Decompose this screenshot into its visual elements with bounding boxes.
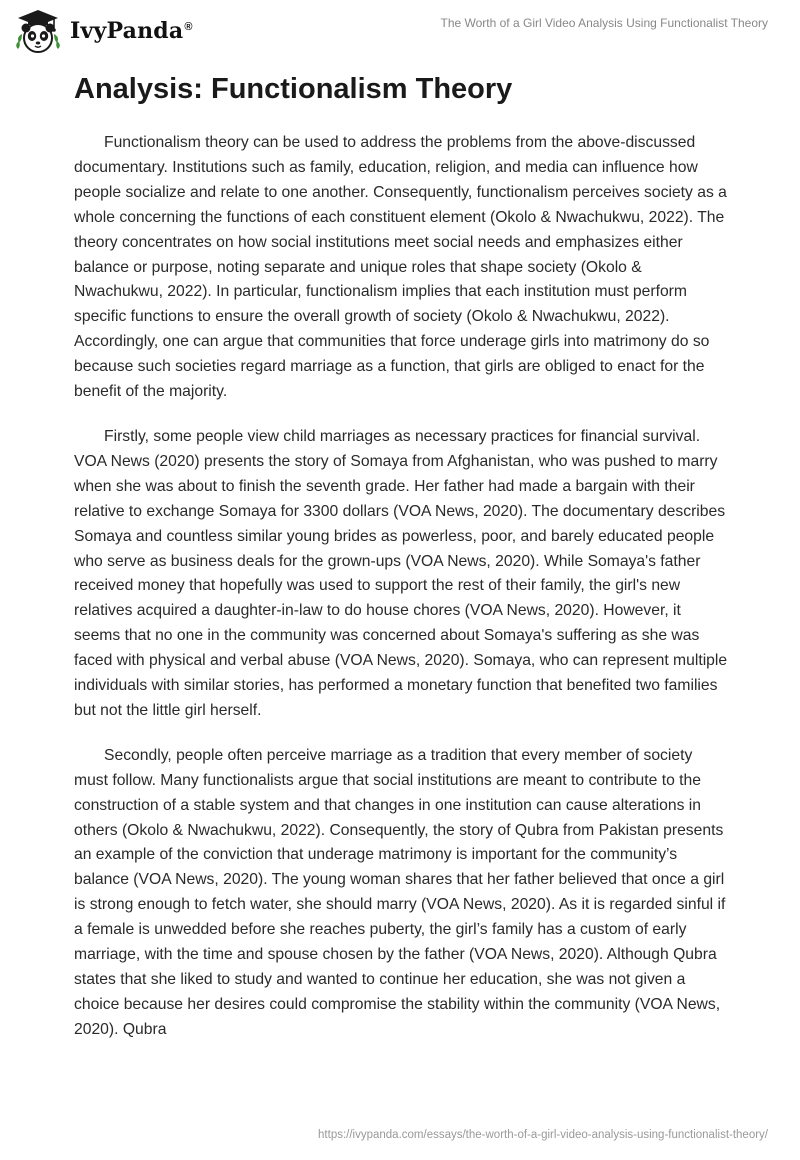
brand-logo[interactable] bbox=[14, 6, 193, 56]
footer-url[interactable]: https://ivypanda.com/essays/the-worth-of-a-girl-video-analysis-using-functionalist-theory/ bbox=[318, 1129, 768, 1141]
page-header bbox=[0, 0, 800, 62]
essay-body bbox=[74, 131, 730, 1063]
brand-registered-mark: ® bbox=[184, 20, 193, 33]
page-title: Analysis: Functionalism Theory bbox=[74, 73, 513, 105]
panda-graduate-icon bbox=[14, 7, 62, 55]
document-title: The Worth of a Girl Video Analysis Using Functionalist Theory bbox=[440, 16, 768, 30]
paragraph-3: Secondly, people often perceive marriage as a tradition that every member of society must follow. Many functionalists argue that social institutions are meant to contribute to the construction of a stable system and that changes in one institution can cause alterations in others (Okolo & Nwachukwu, 2022). Consequently, the story of Qubra from Pakistan presents an example of the conviction that underage matrimony is important for the community’s balance (VOA News, 2020). The young woman shares that her father believed that once a girl is strong enough to fetch water, she should marry (VOA News, 2020). As it is regarded sinful if a female is unwedded before she reaches puberty, the girl’s family has a custom of early marriage, with the time and spouse chosen by the father (VOA News, 2020). Although Qubra states that she liked to study and wanted to continue her education, she was not given a choice because her desires could compromise the stability within the community (VOA News, 2020). Qubra bbox=[74, 746, 726, 1038]
paragraph-2: Firstly, some people view child marriages as necessary practices for financial survival. VOA News (2020) presents the story of Somaya from Afghanistan, who was pushed to marry when she was about to finish the seventh grade. Her father had made a bargain with their relative to exchange Somaya for 3300 dollars (VOA News, 2020). The documentary describes Somaya and countless similar young brides as powerless, poor, and barely educated people who serve as business deals for the grown-ups (VOA News, 2020). While Somaya's father received money that hopefully was used to support the rest of their family, the girl's new relatives acquired a daughter-in-law to do house chores (VOA News, 2020). However, it seems that no one in the community was concerned about Somaya's suffering as she was faced with physical and verbal abuse (VOA News, 2020). Somaya, who can represent multiple individuals with similar stories, has performed a monetary function that benefited two families but not the little girl herself. bbox=[74, 427, 728, 719]
paragraph-1: Functionalism theory can be used to address the problems from the above-discussed documentary. Institutions such as family, education, religion, and media can influence how people socialize and relate to one another. Consequently, functionalism perceives society as a whole concerning the functions of each constituent element (Okolo & Nwachukwu, 2022). The theory concentrates on how social institutions meet social needs and emphasizes either balance or purpose, noting separate and unique roles that shape society (Okolo & Nwachukwu, 2022). In particular, functionalism implies that each institution must perform specific functions to ensure the overall growth of society (Okolo & Nwachukwu, 2022). Accordingly, one can argue that communities that force underage girls into matrimony do so because such societies regard marriage as a function, that girls are obliged to enact for the benefit of the majority. bbox=[74, 134, 727, 401]
brand-name: IvyPanda® bbox=[70, 18, 193, 44]
